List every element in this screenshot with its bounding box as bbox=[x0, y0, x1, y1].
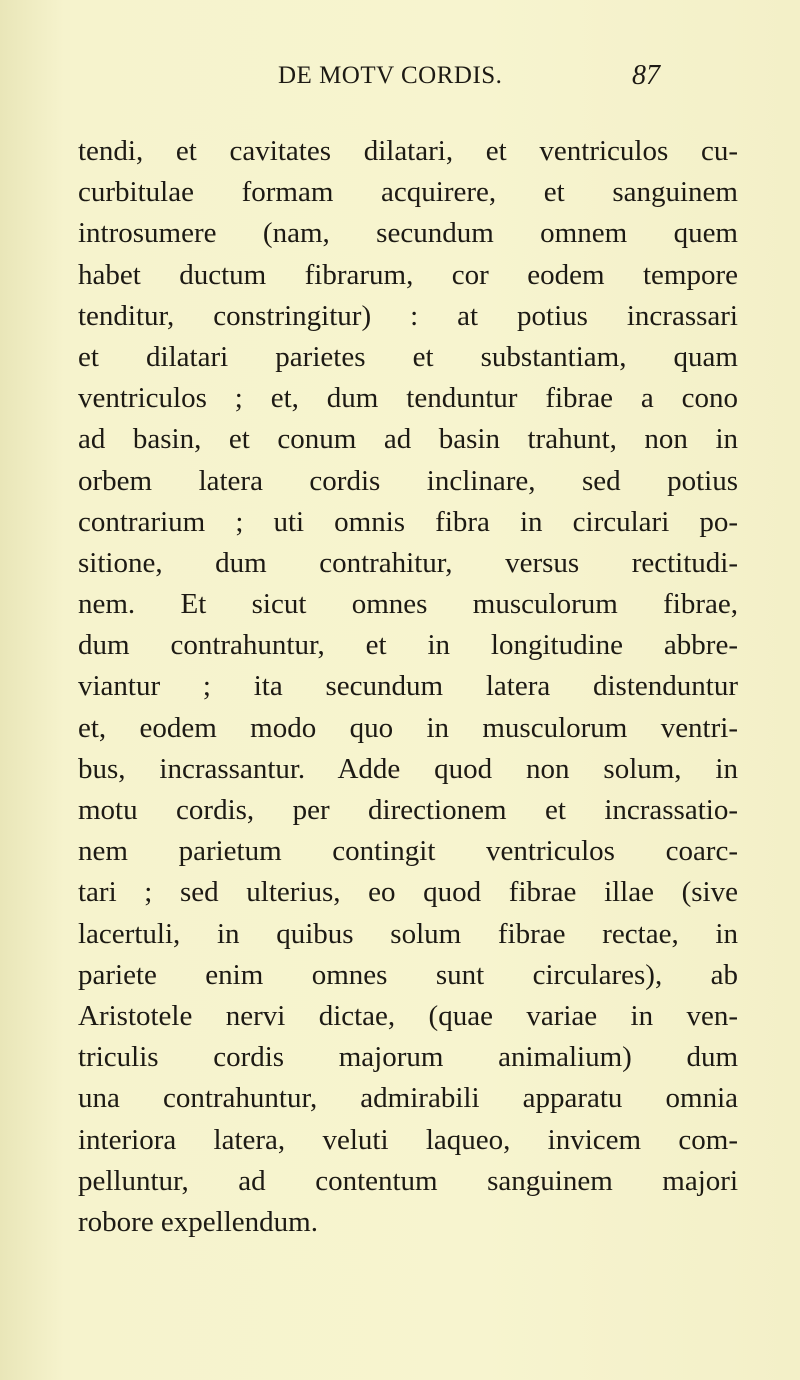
text-line: bus, incrassantur. Adde quod non solum, in bbox=[78, 752, 738, 785]
text-line: tendi, et cavitates dilatari, et ventriculos cu- bbox=[78, 135, 738, 167]
text-line: tenditur, constringitur) : at potius incrassari bbox=[78, 299, 738, 332]
text-line: et, eodem modo quo in musculorum ventri- bbox=[78, 711, 738, 744]
text-line: viantur ; ita secundum latera distenduntur bbox=[78, 670, 738, 703]
running-head: DE MOTV CORDIS. bbox=[278, 62, 503, 89]
page-number: 87 bbox=[632, 60, 660, 91]
text-line: nem parietum contingit ventriculos coarc- bbox=[78, 835, 738, 868]
text-line: habet ductum fibrarum, cor eodem tempore bbox=[78, 258, 738, 291]
text-line: contrarium ; uti omnis fibra in circulari po- bbox=[78, 505, 738, 538]
body-text bbox=[78, 131, 738, 1243]
text-line: pelluntur, ad contentum sanguinem majori bbox=[78, 1164, 738, 1197]
text-line: interiora latera, veluti laqueo, invicem com- bbox=[78, 1123, 738, 1156]
text-line: introsumere (nam, secundum omnem quem bbox=[78, 217, 738, 250]
text-line: pariete enim omnes sunt circulares), ab bbox=[78, 958, 738, 991]
text-line: Aristotele nervi dictae, (quae variae in ven- bbox=[78, 999, 738, 1032]
text-line: sitione, dum contrahitur, versus rectitudi- bbox=[78, 546, 738, 579]
text-line: dum contrahuntur, et in longitudine abbre- bbox=[78, 629, 738, 662]
text-line: nem. Et sicut omnes musculorum fibrae, bbox=[78, 588, 738, 621]
page-header bbox=[0, 58, 800, 98]
text-line: curbitulae formam acquirere, et sanguinem bbox=[78, 176, 738, 209]
text-line: ad basin, et conum ad basin trahunt, non in bbox=[78, 423, 738, 456]
text-line: triculis cordis majorum animalium) dum bbox=[78, 1041, 738, 1074]
text-line: ventriculos ; et, dum tenduntur fibrae a cono bbox=[78, 382, 738, 415]
text-line: et dilatari parietes et substantiam, quam bbox=[78, 340, 738, 373]
text-line: tari ; sed ulterius, eo quod fibrae illae (sive bbox=[78, 876, 738, 909]
text-line: una contrahuntur, admirabili apparatu omnia bbox=[78, 1082, 738, 1115]
text-line: motu cordis, per directionem et incrassatio- bbox=[78, 794, 738, 826]
text-line: lacertuli, in quibus solum fibrae rectae, in bbox=[78, 917, 738, 950]
text-line: orbem latera cordis inclinare, sed potius bbox=[78, 464, 738, 497]
text-line: robore expellendum. bbox=[78, 1205, 318, 1238]
